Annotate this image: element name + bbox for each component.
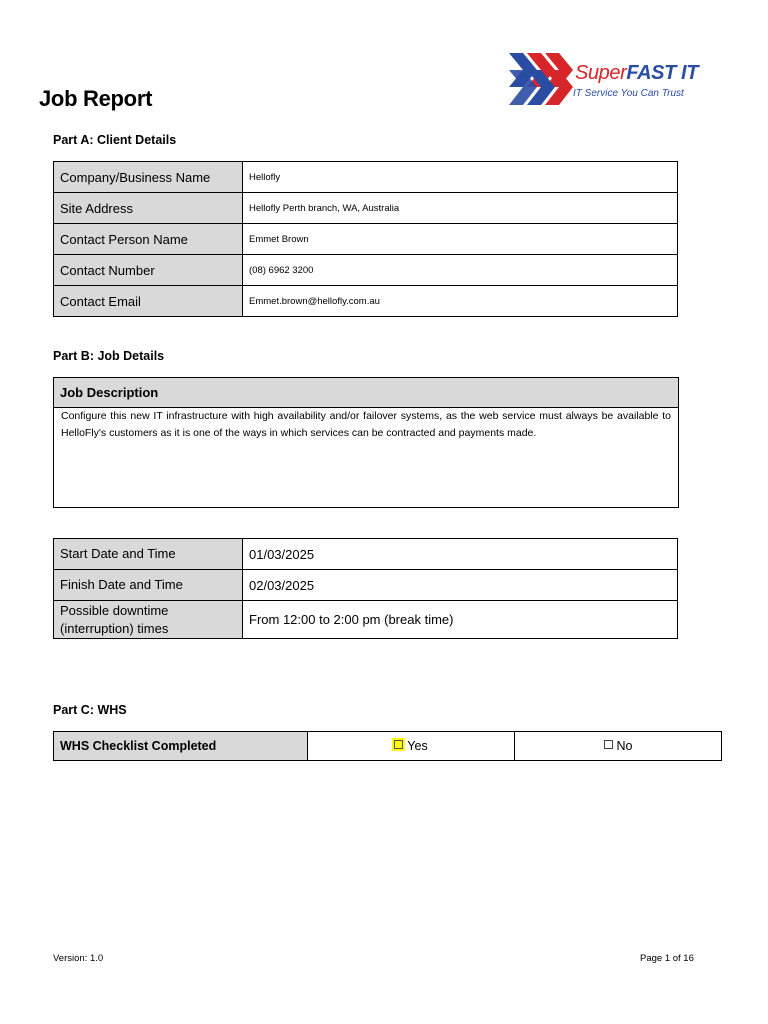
client-details-table xyxy=(53,161,678,317)
row-label: Contact Person Name xyxy=(54,224,243,255)
job-description-label: Job Description xyxy=(54,378,678,408)
row-value: Emmet Brown xyxy=(243,224,678,255)
footer-version: Version: 1.0 xyxy=(53,953,104,964)
job-description-text: Configure this new IT infrastructure with high availability and/or failover systems, as the web service must always be available to HelloFly's customers as it is one of the ways in which services can be contracted and payments made. xyxy=(61,410,671,439)
part-c-heading: Part C: WHS xyxy=(53,703,127,717)
whs-checklist-label: WHS Checklist Completed xyxy=(54,732,308,761)
logo-chevrons-icon xyxy=(505,50,573,108)
whs-option-yes[interactable] xyxy=(308,732,515,761)
table-row xyxy=(54,224,678,255)
checkbox-icon[interactable] xyxy=(604,740,613,749)
job-dates-table xyxy=(53,538,678,639)
option-no-label: No xyxy=(616,739,633,753)
company-logo xyxy=(505,50,705,110)
checkbox-icon[interactable] xyxy=(394,740,403,749)
logo-tagline: IT Service You Can Trust xyxy=(573,88,684,99)
logo-name-fast: FAST IT xyxy=(626,62,699,84)
row-label: Company/Business Name xyxy=(54,162,243,193)
whs-option-no[interactable] xyxy=(515,732,722,761)
table-row xyxy=(54,286,678,317)
logo-name-super: Super xyxy=(575,62,627,84)
table-row xyxy=(54,255,678,286)
table-row xyxy=(54,193,678,224)
row-value: Hellofly xyxy=(243,162,678,193)
option-yes-label: Yes xyxy=(407,739,428,753)
row-value: Emmet.brown@hellofly.com.au xyxy=(243,286,678,317)
logo-name xyxy=(575,62,698,85)
job-description-box xyxy=(53,377,679,508)
row-value: (08) 6962 3200 xyxy=(243,255,678,286)
table-row xyxy=(54,162,678,193)
row-label: Finish Date and Time xyxy=(54,570,243,601)
table-row xyxy=(54,601,678,639)
table-row xyxy=(54,539,678,570)
page-title: Job Report xyxy=(39,86,153,111)
row-label: Start Date and Time xyxy=(54,539,243,570)
whs-table xyxy=(53,731,722,761)
table-row xyxy=(54,570,678,601)
part-b-heading: Part B: Job Details xyxy=(53,349,165,363)
part-a-heading: Part A: Client Details xyxy=(53,133,177,147)
row-label: Site Address xyxy=(54,193,243,224)
row-label: Possible downtime (interruption) times xyxy=(54,601,243,639)
row-value: Hellofly Perth branch, WA, Australia xyxy=(243,193,678,224)
row-value: From 12:00 to 2:00 pm (break time) xyxy=(243,601,678,639)
table-row xyxy=(54,732,722,761)
row-value: 02/03/2025 xyxy=(243,570,678,601)
row-label: Contact Email xyxy=(54,286,243,317)
row-value: 01/03/2025 xyxy=(243,539,678,570)
footer-page-number: Page 1 of 16 xyxy=(640,953,694,964)
row-label: Contact Number xyxy=(54,255,243,286)
